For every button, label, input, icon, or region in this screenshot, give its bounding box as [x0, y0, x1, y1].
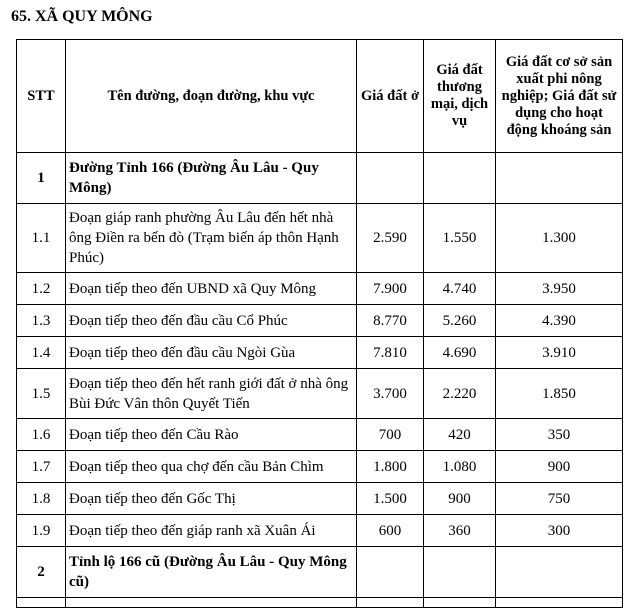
row-stt: 1.9: [17, 515, 66, 547]
row-commercial-price: 1.080: [424, 451, 496, 483]
row-name: Tỉnh lộ 166 cũ (Đường Âu Lâu - Quy Mông cũ): [66, 547, 357, 598]
table-row: [17, 419, 623, 451]
table-row: [17, 598, 623, 608]
row-production-price: 4.390: [496, 305, 623, 337]
row-residential-price: [357, 598, 424, 608]
row-production-price: 350: [496, 419, 623, 451]
row-stt: 1.2: [17, 273, 66, 305]
row-production-price: 1.850: [496, 369, 623, 419]
row-commercial-price: 4.740: [424, 273, 496, 305]
row-residential-price: 8.770: [357, 305, 424, 337]
header-commercial: Giá đất thương mại, dịch vụ: [424, 40, 496, 153]
land-price-table: [16, 39, 623, 608]
row-production-price: [496, 547, 623, 598]
row-residential-price: 3.700: [357, 369, 424, 419]
header-name: Tên đường, đoạn đường, khu vực: [66, 40, 357, 153]
row-residential-price: 7.810: [357, 337, 424, 369]
row-name: Đoạn tiếp theo đến hết ranh giới đất ở nhà ông Bùi Đức Vân thôn Quyết Tiến: [66, 369, 357, 419]
row-residential-price: 7.900: [357, 273, 424, 305]
row-commercial-price: 5.260: [424, 305, 496, 337]
row-production-price: [496, 598, 623, 608]
row-name: [66, 598, 357, 608]
row-commercial-price: 900: [424, 483, 496, 515]
row-stt: 1.3: [17, 305, 66, 337]
row-stt: 1.1: [17, 204, 66, 273]
row-residential-price: [357, 153, 424, 204]
table-header-row: [17, 40, 623, 153]
row-residential-price: 2.590: [357, 204, 424, 273]
row-name: Đoạn tiếp theo đến đầu cầu Ngòi Gùa: [66, 337, 357, 369]
row-stt: 1.5: [17, 369, 66, 419]
row-commercial-price: 360: [424, 515, 496, 547]
table-row: [17, 547, 623, 598]
row-name: Đoạn tiếp theo đến đầu cầu Cổ Phúc: [66, 305, 357, 337]
row-commercial-price: 1.550: [424, 204, 496, 273]
table-row: [17, 337, 623, 369]
row-name: Đoạn tiếp theo qua chợ đến cầu Bản Chìm: [66, 451, 357, 483]
row-residential-price: 1.800: [357, 451, 424, 483]
row-stt: 1.4: [17, 337, 66, 369]
row-name: Đường Tỉnh 166 (Đường Âu Lâu - Quy Mông): [66, 153, 357, 204]
row-commercial-price: [424, 598, 496, 608]
row-name: Đoạn tiếp theo đến Cầu Rào: [66, 419, 357, 451]
table-row: [17, 451, 623, 483]
row-stt: 2: [17, 547, 66, 598]
row-production-price: 3.950: [496, 273, 623, 305]
row-name: Đoạn giáp ranh phường Âu Lâu đến hết nhà ông Điền ra bến đò (Trạm biến áp thôn Hạnh Phúc): [66, 204, 357, 273]
row-production-price: 750: [496, 483, 623, 515]
row-stt: 1.8: [17, 483, 66, 515]
row-production-price: 300: [496, 515, 623, 547]
table-row: [17, 305, 623, 337]
row-name: Đoạn tiếp theo đến giáp ranh xã Xuân Ái: [66, 515, 357, 547]
row-production-price: [496, 153, 623, 204]
row-commercial-price: [424, 153, 496, 204]
header-residential: Giá đất ở: [357, 40, 424, 153]
row-residential-price: [357, 547, 424, 598]
row-commercial-price: [424, 547, 496, 598]
header-stt: STT: [17, 40, 66, 153]
row-production-price: 1.300: [496, 204, 623, 273]
row-name: Đoạn tiếp theo đến Gốc Thị: [66, 483, 357, 515]
row-stt: [17, 598, 66, 608]
row-commercial-price: 4.690: [424, 337, 496, 369]
table-row: [17, 204, 623, 273]
header-production: Giá đất cơ sở sản xuất phi nông nghiệp; Giá đất sử dụng cho hoạt động khoáng sản: [496, 40, 623, 153]
row-stt: 1: [17, 153, 66, 204]
table-row: [17, 273, 623, 305]
table-row: [17, 153, 623, 204]
table-row: [17, 369, 623, 419]
row-residential-price: 1.500: [357, 483, 424, 515]
row-name: Đoạn tiếp theo đến UBND xã Quy Mông: [66, 273, 357, 305]
row-residential-price: 700: [357, 419, 424, 451]
row-stt: 1.7: [17, 451, 66, 483]
row-production-price: 3.910: [496, 337, 623, 369]
row-commercial-price: 420: [424, 419, 496, 451]
section-title: 65. XÃ QUY MÔNG: [11, 8, 153, 25]
row-production-price: 900: [496, 451, 623, 483]
row-residential-price: 600: [357, 515, 424, 547]
row-stt: 1.6: [17, 419, 66, 451]
table-row: [17, 515, 623, 547]
table-row: [17, 483, 623, 515]
row-commercial-price: 2.220: [424, 369, 496, 419]
